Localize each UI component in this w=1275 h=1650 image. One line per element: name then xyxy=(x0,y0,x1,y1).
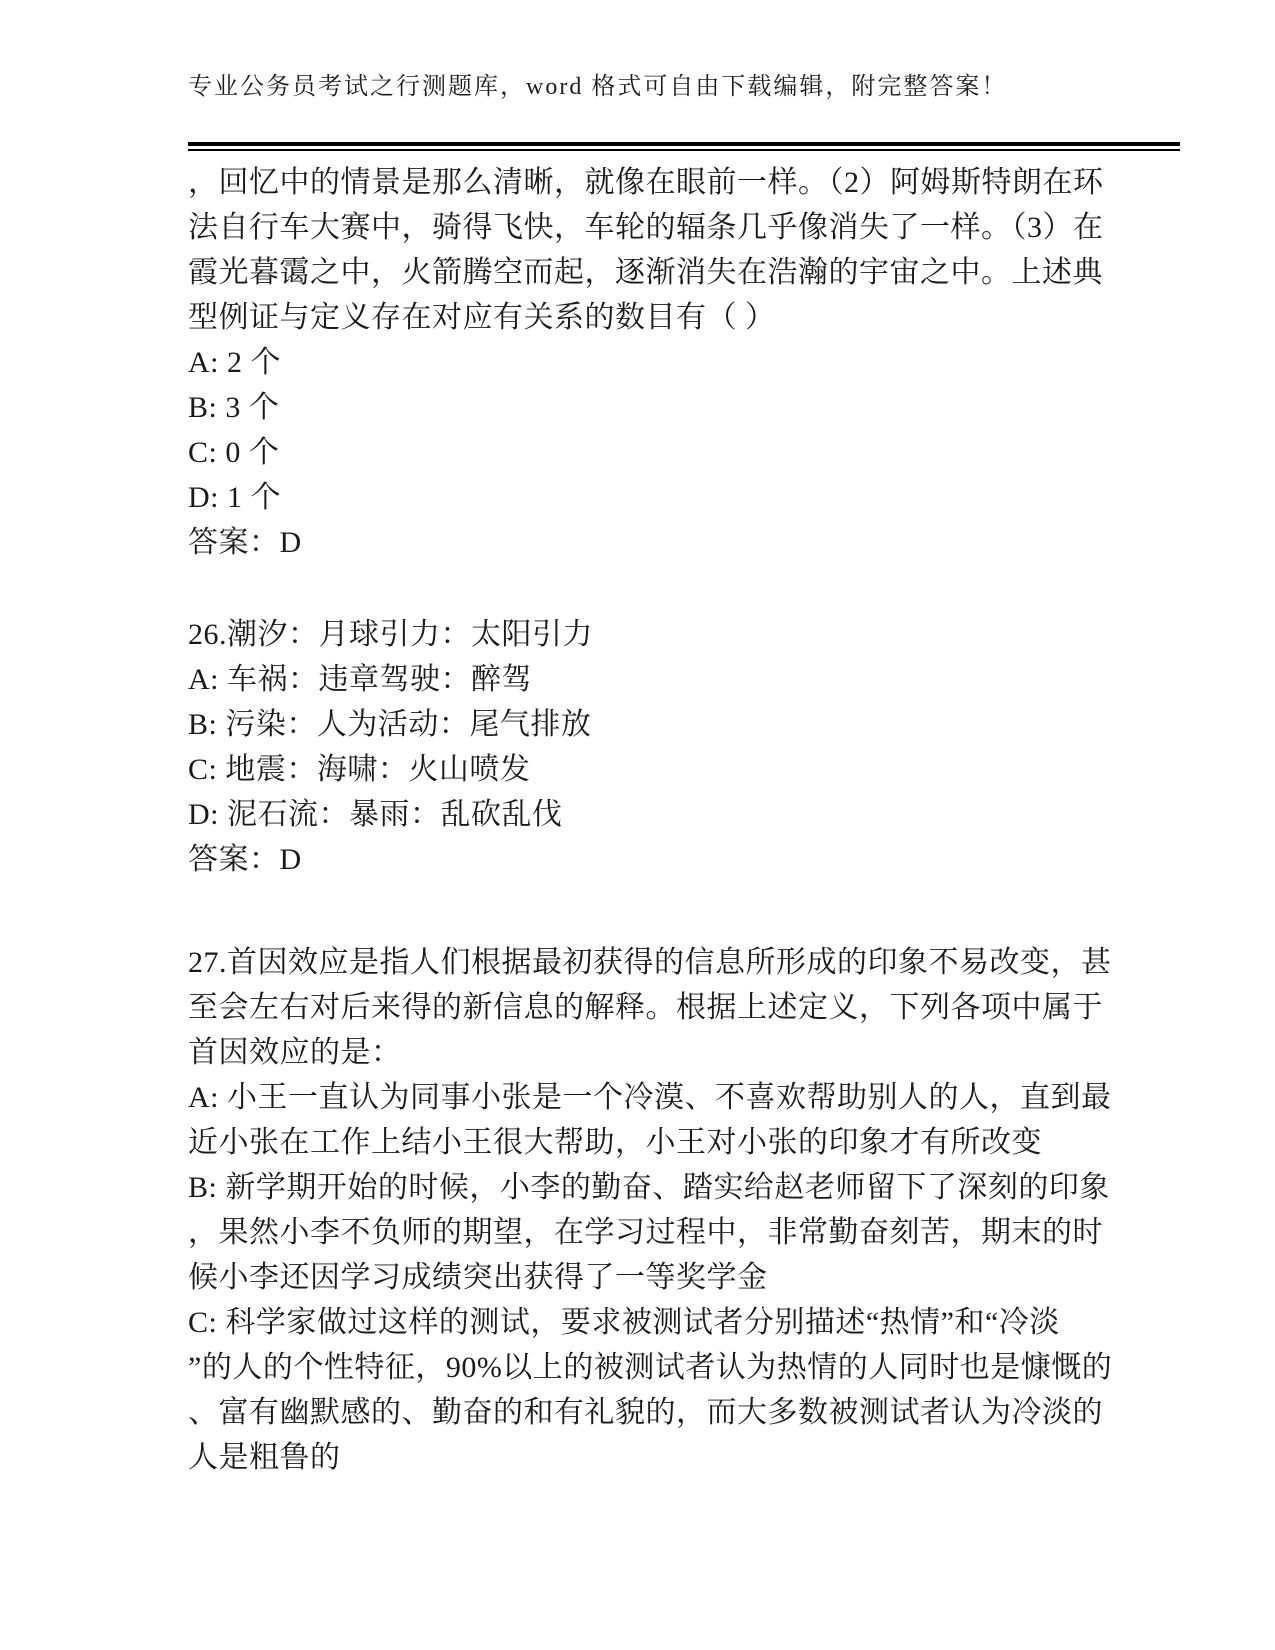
option-line-b: B: 污染：人为活动：尾气排放 xyxy=(188,708,592,741)
option-line-b-cont: 候小李还因学习成绩突出获得了一等奖学金 xyxy=(188,1261,768,1294)
document-body xyxy=(188,160,1118,1480)
option-line-c-cont: 人是粗鲁的 xyxy=(188,1441,341,1474)
option-line-a: A: 2 个 xyxy=(188,346,281,379)
answer-line: 答案：D xyxy=(188,843,302,876)
option-line-a: A: 车祸：违章驾驶：醉驾 xyxy=(188,663,532,696)
option-line-b-cont: ，果然小李不负师的期望，在学习过程中，非常勤奋刻苦，期末的时 xyxy=(188,1216,1103,1249)
question-block-26 xyxy=(188,612,1118,882)
option-line-d: D: 泥石流：暴雨：乱砍乱伐 xyxy=(188,798,563,831)
question-text-line: 27.首因效应是指人们根据最初获得的信息所形成的印象不易改变，甚 xyxy=(188,946,1112,979)
option-line-b: B: 3 个 xyxy=(188,391,280,424)
header-double-rule xyxy=(188,142,1180,151)
question-text-line: 霞光暮霭之中，火箭腾空而起，逐渐消失在浩瀚的宇宙之中。上述典 xyxy=(188,256,1103,289)
option-line-c: C: 科学家做过这样的测试，要求被测试者分别描述“热情”和“冷淡 xyxy=(188,1306,1060,1339)
question-text-line: 至会左右对后来得的新信息的解释。根据上述定义，下列各项中属于 xyxy=(188,991,1103,1024)
question-block-27 xyxy=(188,940,1118,1480)
document-header xyxy=(188,72,1180,102)
question-block-25 xyxy=(188,160,1118,565)
document-header-title: 专业公务员考试之行测题库，word 格式可自由下载编辑，附完整答案！ xyxy=(188,74,1008,100)
question-text-line: 26.潮汐：月球引力：太阳引力 xyxy=(188,618,593,651)
question-text-line: 首因效应的是： xyxy=(188,1036,402,1069)
question-text-line: 法自行车大赛中，骑得飞快，车轮的辐条几乎像消失了一样。（3）在 xyxy=(188,211,1104,244)
question-text-line: 型例证与定义存在对应有关系的数目有（ ） xyxy=(188,301,776,334)
answer-line: 答案：D xyxy=(188,526,302,559)
option-line-c-cont: ”的人的个性特征，90%以上的被测试者认为热情的人同时也是慷慨的 xyxy=(188,1351,1113,1384)
option-line-b: B: 新学期开始的时候，小李的勤奋、踏实给赵老师留下了深刻的印象 xyxy=(188,1171,1110,1204)
option-line-c: C: 0 个 xyxy=(188,436,280,469)
option-line-a-cont: 近小张在工作上结小王很大帮助，小王对小张的印象才有所改变 xyxy=(188,1126,1042,1159)
option-line-d: D: 1 个 xyxy=(188,481,281,514)
option-line-a: A: 小王一直认为同事小张是一个冷漠、不喜欢帮助别人的人，直到最 xyxy=(188,1081,1112,1114)
option-line-c: C: 地震：海啸：火山喷发 xyxy=(188,753,531,786)
question-text-line: ，回忆中的情景是那么清晰，就像在眼前一样。（2）阿姆斯特朗在环 xyxy=(188,166,1104,199)
option-line-c-cont: 、富有幽默感的、勤奋的和有礼貌的，而大多数被测试者认为冷淡的 xyxy=(188,1396,1103,1429)
